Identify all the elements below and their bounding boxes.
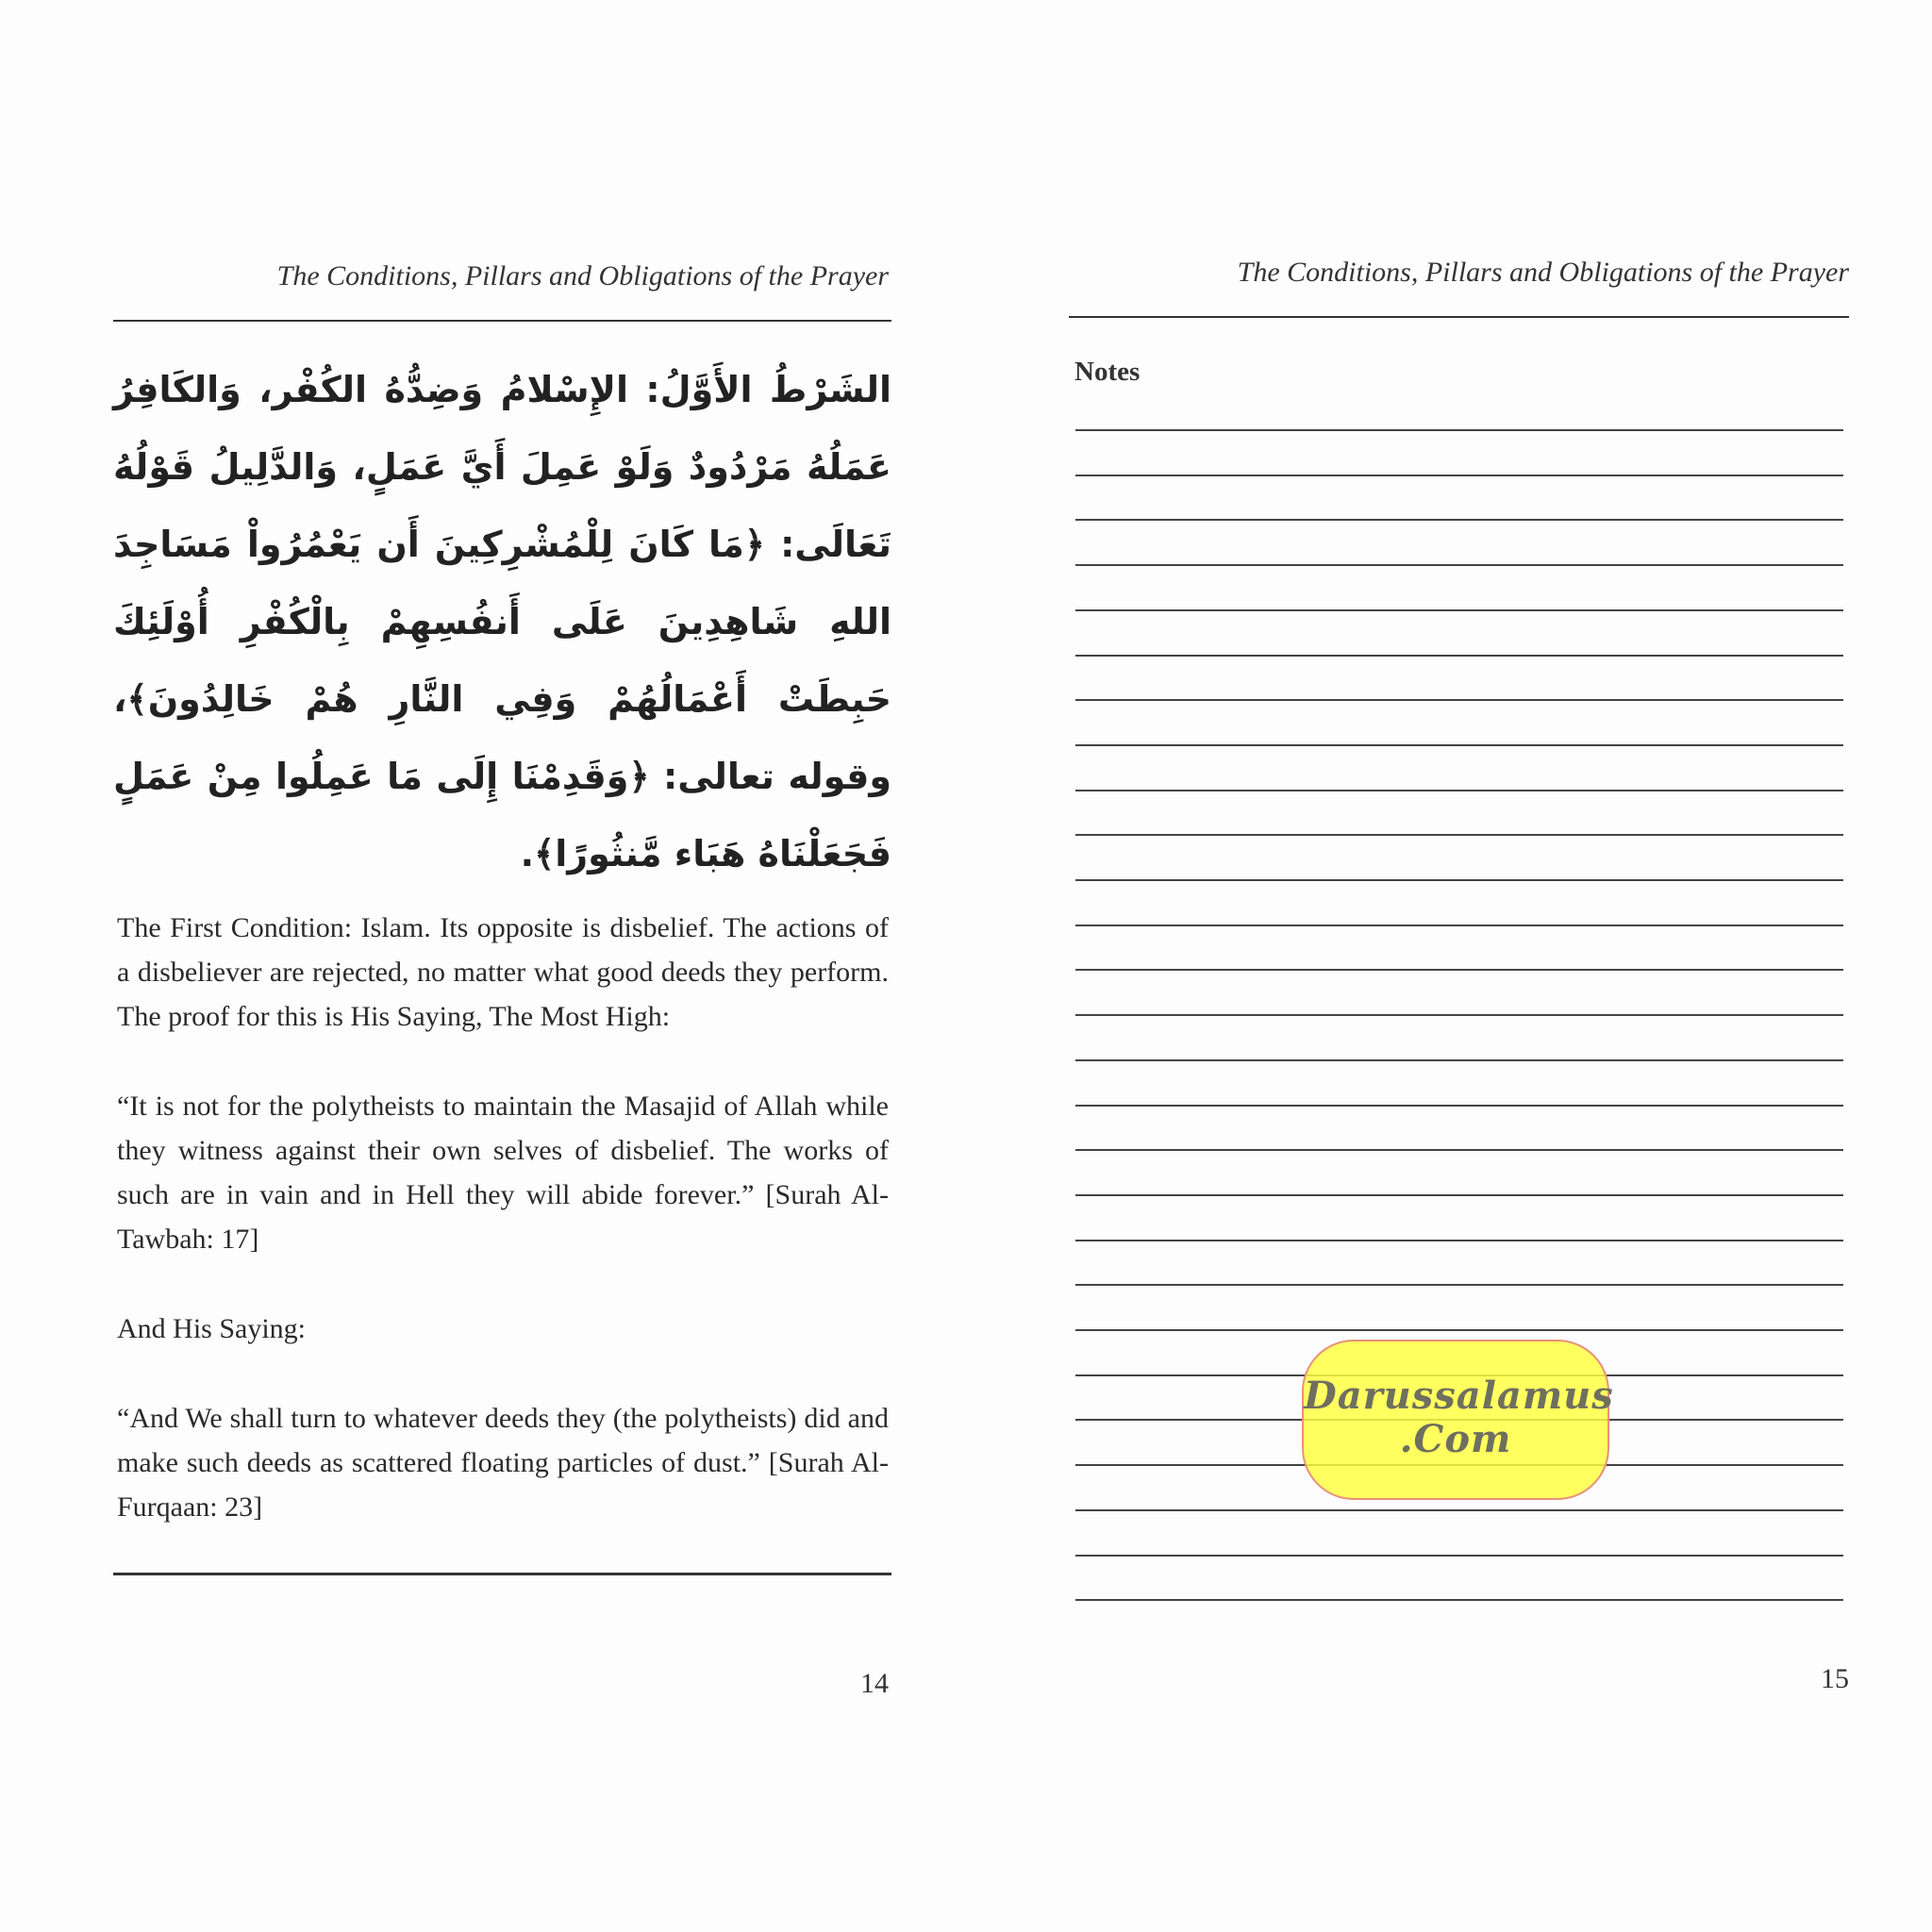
note-line	[1075, 429, 1843, 431]
quote-tawbah: “It is not for the polytheists to maintain the Masajid of Allah while they witness against their own selves of disbelief. The works of such are in vain and in Hell they will abide forever.” [Surah Al-Tawbah: 17]	[117, 1091, 889, 1255]
note-line	[1075, 790, 1843, 791]
left-page-body	[113, 351, 891, 1575]
note-line	[1075, 744, 1843, 746]
note-line	[1075, 655, 1843, 657]
note-line	[1075, 879, 1843, 881]
note-line	[1075, 1599, 1843, 1601]
note-line	[1075, 969, 1843, 971]
note-line	[1075, 519, 1843, 521]
page-number-right: 15	[1821, 1663, 1849, 1694]
quote-furqaan: “And We shall turn to whatever deeds they (the polytheists) did and make such deeds as scattered floating particles of dust.” [Surah Al-Furqaan: 23]	[117, 1403, 889, 1523]
header-divider-right	[1069, 316, 1849, 318]
paragraph-his-saying: And His Saying:	[117, 1313, 307, 1344]
notes-title: Notes	[1074, 357, 1141, 387]
note-line	[1075, 1555, 1843, 1557]
note-line	[1075, 1329, 1843, 1331]
watermark-line1: Darussalamus	[1304, 1374, 1614, 1418]
watermark-line2: .Com	[1399, 1417, 1512, 1461]
note-line	[1075, 564, 1843, 566]
note-line	[1075, 1240, 1843, 1241]
arabic-text: الشَرْطُ الأَوَّلُ: الإِسْلامُ وَضِدُّهُ الكُفْر، وَالكَافِرُ عَمَلُهُ مَرْدُودٌ وَلَوْ عَمِلَ أَيَّ عَمَلٍ، وَالدَّلِيلُ قَوْلُهُ تَعَالَى: ﴿مَا كَانَ لِلْمُشْرِكِينَ أَن يَعْمُرُواْ مَسَاجِدَ اللهِ شَاهِدِينَ عَلَى أَنفُسِهِمْ بِالْكُفْرِ أُوْلَئِكَ حَبِطَتْ أَعْمَالُهُمْ وَفِي النَّارِ هُمْ خَالِدُونَ﴾، وقوله تعالى: ﴿وَقَدِمْنَا إِلَى مَا عَمِلُوا مِنْ عَمَلٍ فَجَعَلْنَاهُ هَبَاء مَّنثُورًا﴾.	[113, 369, 891, 874]
note-line	[1075, 834, 1843, 836]
note-line	[1075, 1509, 1843, 1511]
note-line	[1075, 1014, 1843, 1016]
left-running-header: The Conditions, Pillars and Obligations of the Prayer	[276, 260, 889, 291]
note-line	[1075, 924, 1843, 926]
note-line	[1075, 609, 1843, 611]
watermark-badge	[1302, 1340, 1614, 1500]
paragraph-first-condition: The First Condition: Islam. Its opposite is disbelief. The actions of a disbeliever are rejected, no matter what good deeds they perform. The proof for this is His Saying, The Most High:	[117, 912, 889, 1032]
note-line	[1075, 1284, 1843, 1286]
page-number-left: 14	[860, 1668, 889, 1699]
note-line	[1075, 475, 1843, 476]
bottom-divider-left	[113, 1573, 891, 1575]
note-line	[1075, 1194, 1843, 1196]
right-running-header: The Conditions, Pillars and Obligations of the Prayer	[1237, 257, 1849, 288]
header-divider-left	[113, 320, 891, 322]
note-line	[1075, 1059, 1843, 1061]
note-line	[1075, 699, 1843, 701]
note-line	[1075, 1149, 1843, 1151]
note-line	[1075, 1105, 1843, 1107]
